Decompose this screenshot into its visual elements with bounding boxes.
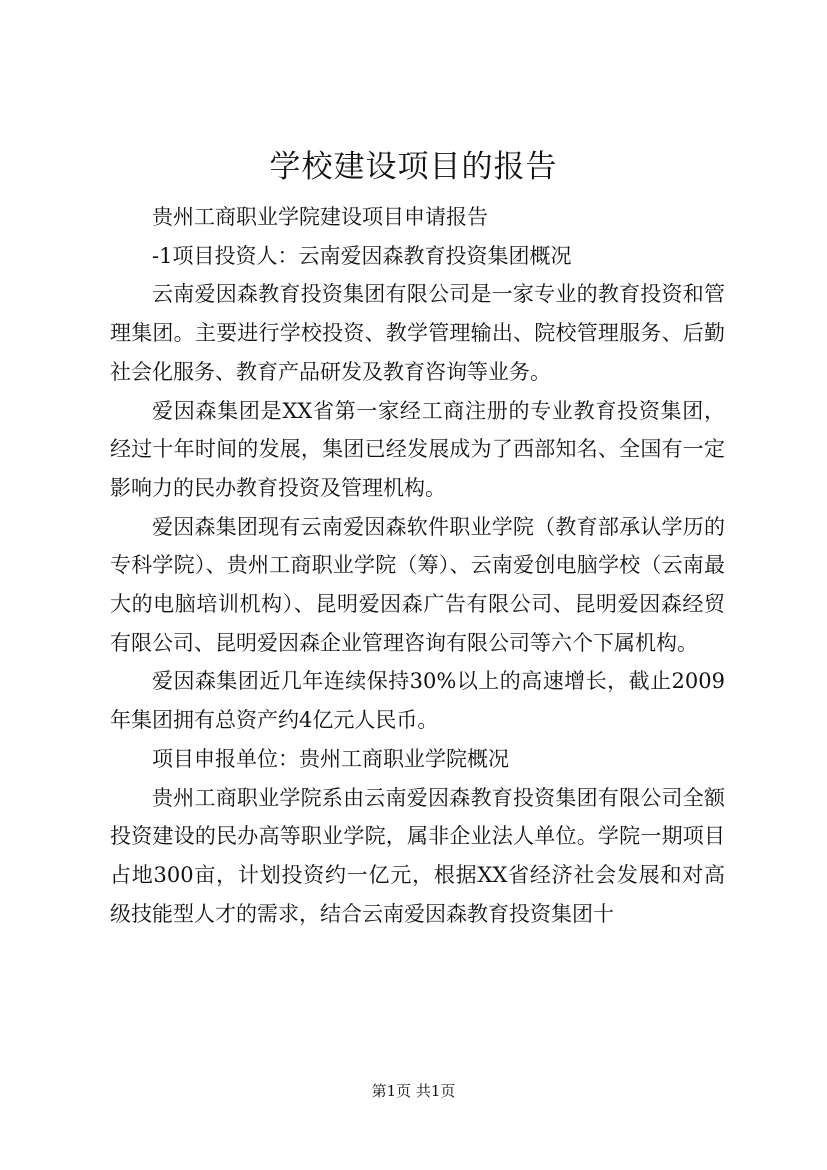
page-number-footer: 第1页 共1页: [371, 1082, 456, 1100]
paragraph-subsidiaries: 爱因森集团现有云南爱因森软件职业学院（教育部承认学历的专科学院）、贵州工商职业学院（筹）、云南爱创电脑学校（云南最大的电脑培训机构）、昆明爱因森广告有限公司、昆明爱因森经贸有限公司、昆明爱因森企业管理咨询有限公司等六个下属机构。: [110, 514, 725, 655]
paragraph-group-history: 爱因森集团是XX省第一家经工商注册的专业教育投资集团，经过十年时间的发展，集团已经发展成为了西部知名、全国有一定影响力的民办教育投资及管理机构。: [110, 398, 725, 500]
paragraph-report-name: 贵州工商职业学院建设项目申请报告: [152, 205, 488, 229]
paragraph-investor-heading: -1项目投资人：云南爱因森教育投资集团概况: [152, 243, 572, 268]
document-title: 学校建设项目的报告: [269, 149, 558, 185]
paragraph-growth: 爱因森集团近几年连续保持30%以上的高速增长，截止2009年集团拥有总资产约4亿元人民币。: [110, 669, 725, 733]
paragraph-applicant-heading: 项目申报单位：贵州工商职业学院概况: [152, 746, 509, 771]
document-body: [110, 198, 725, 933]
paragraph-group-intro: 云南爱因森教育投资集团有限公司是一家专业的教育投资和管理集团。主要进行学校投资、教学管理输出、院校管理服务、后勤社会化服务、教育产品研发及教育咨询等业务。: [110, 282, 725, 384]
paragraph-applicant-intro: 贵州工商职业学院系由云南爱因森教育投资集团有限公司全额投资建设的民办高等职业学院，属非企业法人单位。学院一期项目占地300亩，计划投资约一亿元，根据XX省经济社会发展和对高级技能型人才的需求，结合云南爱因森教育投资集团十: [110, 785, 725, 926]
